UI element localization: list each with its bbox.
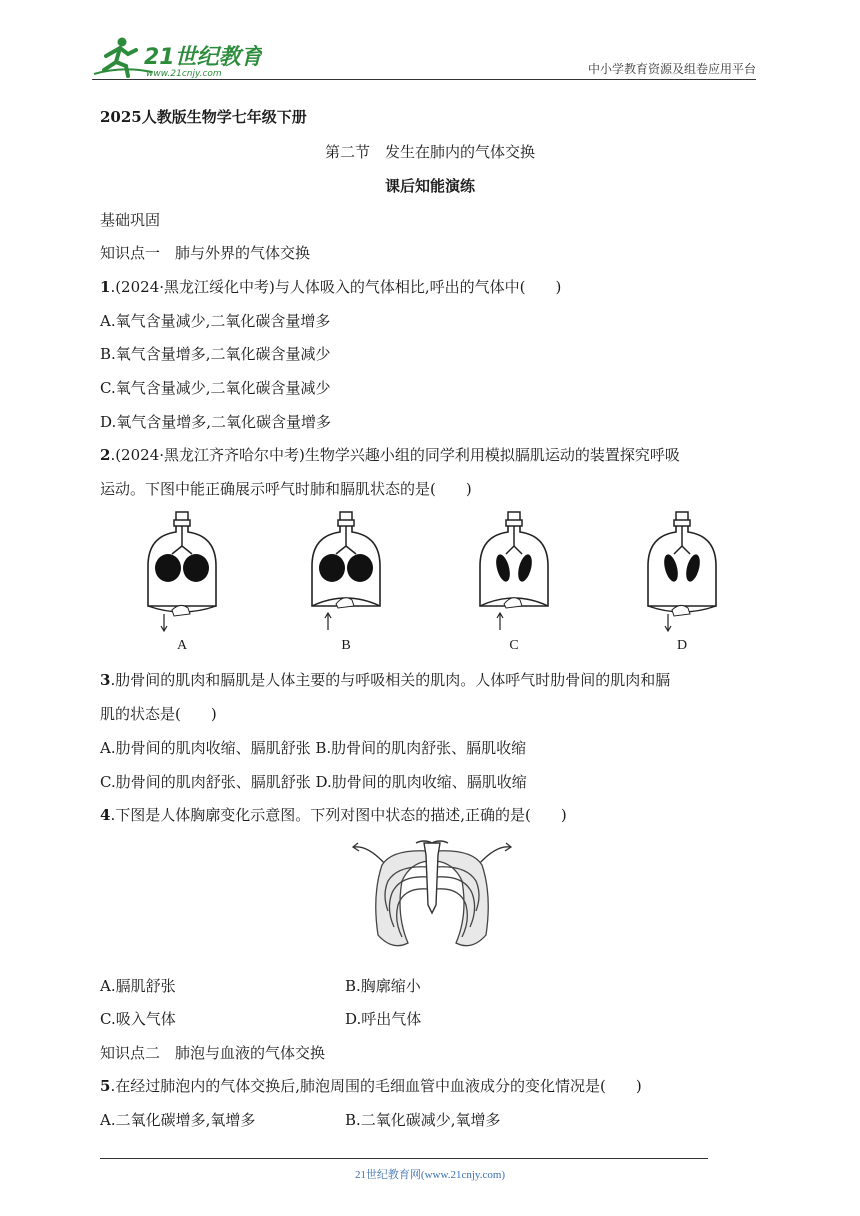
svg-text:www.21cnjy.com: www.21cnjy.com <box>146 69 222 79</box>
question-4 <box>100 804 567 825</box>
ribcage-figure <box>352 835 512 961</box>
question-number: 2 <box>100 446 111 464</box>
bell-jar-figures <box>140 510 740 660</box>
figure-label: D <box>676 638 688 653</box>
question-stem: .下图是人体胸廓变化示意图。下列对图中状态的描述,正确的是( ) <box>110 806 567 824</box>
q1-option-a: A.氧气含量减少,二氧化碳含量增多 <box>100 312 331 330</box>
question-number: 4 <box>100 806 111 824</box>
figure-a <box>140 510 224 660</box>
question-1 <box>100 276 561 297</box>
subtitle: 课后知能演练 <box>384 177 475 195</box>
footer-divider <box>100 1158 708 1159</box>
q4-option-b: B.胸廓缩小 <box>345 977 421 995</box>
q1-option-c: C.氧气含量减少,二氧化碳含量减少 <box>100 379 331 397</box>
question-number: 3 <box>100 671 111 689</box>
q1-option-d: D.氧气含量增多,二氧化碳含量增多 <box>100 413 332 431</box>
book-title: 2025人教版生物学七年级下册 <box>100 108 307 126</box>
header-divider <box>92 79 756 80</box>
knowledge-point-1: 知识点一 肺与外界的气体交换 <box>100 244 311 262</box>
question-stem: .(2024·黑龙江绥化中考)与人体吸入的气体相比,呼出的气体中( ) <box>110 278 562 296</box>
figure-b <box>304 510 388 660</box>
figure-label: A <box>176 638 188 653</box>
figure-label: C <box>509 638 519 653</box>
svg-text:21世纪教育: 21世纪教育 <box>144 45 262 70</box>
q5-option-a: A.二氧化碳增多,氧增多 <box>100 1111 256 1129</box>
q4-option-d: D.呼出气体 <box>345 1010 422 1028</box>
q1-option-b: B.氧气含量增多,二氧化碳含量减少 <box>100 345 331 363</box>
question-stem: .(2024·黑龙江齐齐哈尔中考)生物学兴趣小组的同学利用模拟膈肌运动的装置探究呼吸 <box>110 446 680 464</box>
part-label: 基础巩固 <box>100 211 161 229</box>
q5-option-b: B.二氧化碳减少,氧增多 <box>345 1111 501 1129</box>
question-5 <box>100 1075 642 1096</box>
question-number: 1 <box>100 278 111 296</box>
site-logo <box>92 36 262 80</box>
section-title: 第二节 发生在肺内的气体交换 <box>324 143 535 161</box>
q3-options-ab: A.肋骨间的肌肉收缩、膈肌舒张 B.肋骨间的肌肉舒张、膈肌收缩 <box>100 739 527 757</box>
knowledge-point-2: 知识点二 肺泡与血液的气体交换 <box>100 1044 326 1062</box>
figure-c <box>472 510 556 660</box>
question-number: 5 <box>100 1077 111 1095</box>
q4-option-a: A.膈肌舒张 <box>100 977 176 995</box>
q4-option-c: C.吸入气体 <box>100 1010 176 1028</box>
figure-d <box>640 510 724 660</box>
question-3-cont: 肌的状态是( ) <box>100 705 217 723</box>
question-stem: .在经过肺泡内的气体交换后,肺泡周围的毛细血管中血液成分的变化情况是( ) <box>110 1077 642 1095</box>
q3-options-cd: C.肋骨间的肌肉舒张、膈肌舒张 D.肋骨间的肌肉收缩、膈肌收缩 <box>100 773 527 791</box>
question-2-cont: 运动。下图中能正确展示呼气时肺和膈肌状态的是( ) <box>100 480 472 498</box>
footer-link[interactable]: 21世纪教育网(www.21cnjy.com) <box>354 1169 506 1181</box>
question-stem: .肋骨间的肌肉和膈肌是人体主要的与呼吸相关的肌肉。人体呼气时肋骨间的肌肉和膈 <box>110 671 671 689</box>
platform-name: 中小学教育资源及组卷应用平台 <box>587 62 756 76</box>
question-2 <box>100 444 680 465</box>
question-3 <box>100 669 670 690</box>
figure-label: B <box>341 638 351 653</box>
